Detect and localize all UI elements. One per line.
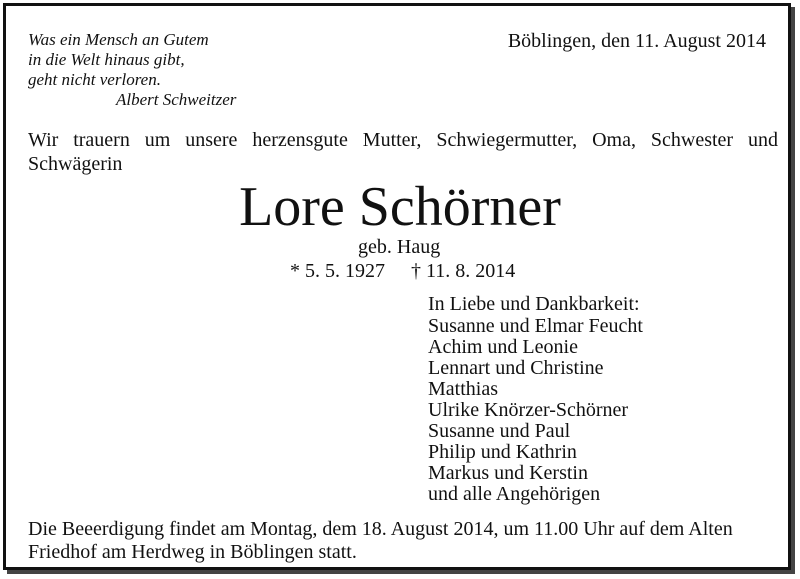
mourner-entry: Susanne und Paul <box>428 420 571 442</box>
mourner-entry: Susanne und Elmar Feucht <box>428 315 643 337</box>
mourner-entry: Markus und Kerstin <box>428 462 588 484</box>
mourner-entry: und alle Angehörigen <box>428 483 601 505</box>
quote-line: Was ein Mensch an Gutem <box>28 30 209 49</box>
life-dates <box>290 260 515 282</box>
funeral-info: Die Beeerdigung findet am Montag, dem 18. August 2014, um 11.00 Uhr auf dem Alten Friedhof am Herdweg in Böblingen statt. <box>28 518 733 563</box>
death-date: † 11. 8. 2014 <box>411 260 516 282</box>
mourner-entry: Achim und Leonie <box>428 336 578 358</box>
intro-text: Wir trauern um unsere herzensgute Mutter, Schwiegermutter, Oma, Schwester und Schwägerin <box>28 129 778 175</box>
mourner-entry: Philip und Kathrin <box>428 441 577 463</box>
mourner-entry: Lennart und Christine <box>428 357 604 379</box>
quote-line: geht nicht verloren. <box>28 70 161 89</box>
deceased-name: Lore Schörner <box>239 176 561 238</box>
quote-author: Albert Schweitzer <box>116 90 237 109</box>
mourner-entry: Ulrike Knörzer-Schörner <box>428 399 629 421</box>
mourners-list <box>428 294 643 505</box>
obituary-notice <box>3 3 791 570</box>
mourners-heading: In Liebe und Dankbarkeit: <box>428 293 640 315</box>
mourner-entry: Matthias <box>428 378 498 400</box>
birth-date: * 5. 5. 1927 <box>290 260 385 282</box>
quote-line: in die Welt hinaus gibt, <box>28 50 185 69</box>
quote-block <box>28 30 236 110</box>
place-date: Böblingen, den 11. August 2014 <box>507 30 766 52</box>
born-name: geb. Haug <box>358 236 441 258</box>
